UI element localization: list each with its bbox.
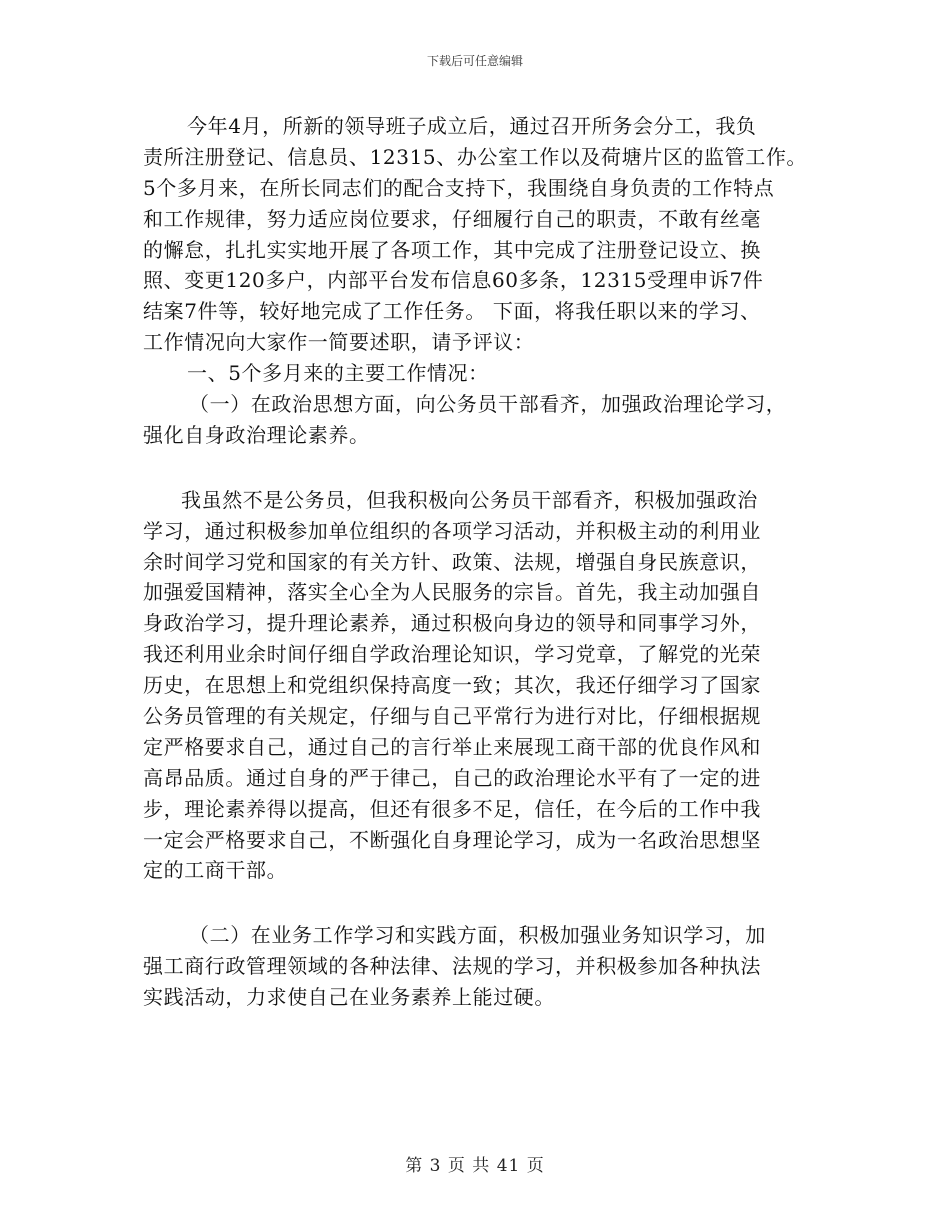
text-line: 我虽然不是公务员，但我积极向公务员干部看齐，积极加强政治 bbox=[181, 487, 758, 512]
text-line: 今年4月，所新的领导班子成立后，通过召开所务会分工，我负 bbox=[187, 114, 757, 138]
text-line: 5个多月来，在所长同志们的配合支持下，我围绕自身负责的工作特点 bbox=[143, 175, 775, 200]
text-line: 身政治学习，提升理论素养，通过积极向身边的领导和同事学习外， bbox=[143, 611, 761, 636]
subsection-heading: （二）在业务工作学习和实践方面，积极加强业务知识学习，加 bbox=[189, 923, 766, 948]
text-line: 结案7件等，较好地完成了工作任务。 下面，将我任职以来的学习、 bbox=[143, 299, 761, 324]
text-line: 实践活动，力求使自己在业务素养上能过硬。 bbox=[143, 985, 555, 1010]
text-line: 一定会严格要求自己，不断强化自身理论学习，成为一名政治思想坚 bbox=[143, 827, 761, 852]
text-line: 照、变更120多户，内部平台发布信息60多条，12315受理申诉7件 bbox=[143, 268, 764, 293]
document-body bbox=[143, 111, 808, 1013]
text-line: 公务员管理的有关规定，仔细与自己平常行为进行对比，仔细根据规 bbox=[143, 704, 761, 729]
text-line: 工作情况向大家作一简要述职，请予评议： bbox=[143, 330, 535, 355]
text-line: 学习，通过积极参加单位组织的各项学习活动，并积极主动的利用业 bbox=[143, 518, 761, 543]
subsection-heading: （一）在政治思想方面，向公务员干部看齐，加强政治理论学习， bbox=[189, 392, 787, 417]
text-line: 我还利用业余时间仔细自学政治理论知识，学习党章，了解党的光荣 bbox=[143, 642, 761, 667]
text-line: 历史，在思想上和党组织保持高度一致；其次，我还仔细学习了国家 bbox=[143, 673, 761, 698]
page-header: 下载后可任意编辑 bbox=[426, 54, 523, 68]
text-line: 责所注册登记、信息员、12315、办公室工作以及荷塘片区的监管工作。 bbox=[143, 144, 808, 169]
text-line: 定的工商干部。 bbox=[143, 858, 288, 883]
section-heading: 一、5个多月来的主要工作情况： bbox=[187, 361, 489, 386]
text-line: 余时间学习党和国家的有关方针、政策、法规，增强自身民族意识， bbox=[143, 549, 761, 574]
text-line: 加强爱国精神，落实全心全为人民服务的宗旨。首先，我主动加强自 bbox=[143, 580, 761, 605]
page-footer: 第 3 页 共 41 页 bbox=[405, 1156, 545, 1176]
text-line: 步，理论素养得以提高，但还有很多不足，信任，在今后的工作中我 bbox=[143, 796, 761, 821]
text-line: 和工作规律，努力适应岗位要求，仔细履行自己的职责，不敢有丝毫 bbox=[143, 206, 761, 231]
text-line: 强化自身政治理论素养。 bbox=[143, 422, 370, 447]
text-line: 高昂品质。通过自身的严于律己，自己的政治理论水平有了一定的进 bbox=[143, 765, 761, 790]
text-line: 强工商行政管理领域的各种法律、法规的学习，并积极参加各种执法 bbox=[143, 954, 761, 979]
text-line: 的懈怠，扎扎实实地开展了各项工作，其中完成了注册登记设立、换 bbox=[143, 237, 761, 262]
text-line: 定严格要求自己，通过自己的言行举止来展现工商干部的优良作风和 bbox=[143, 734, 761, 759]
